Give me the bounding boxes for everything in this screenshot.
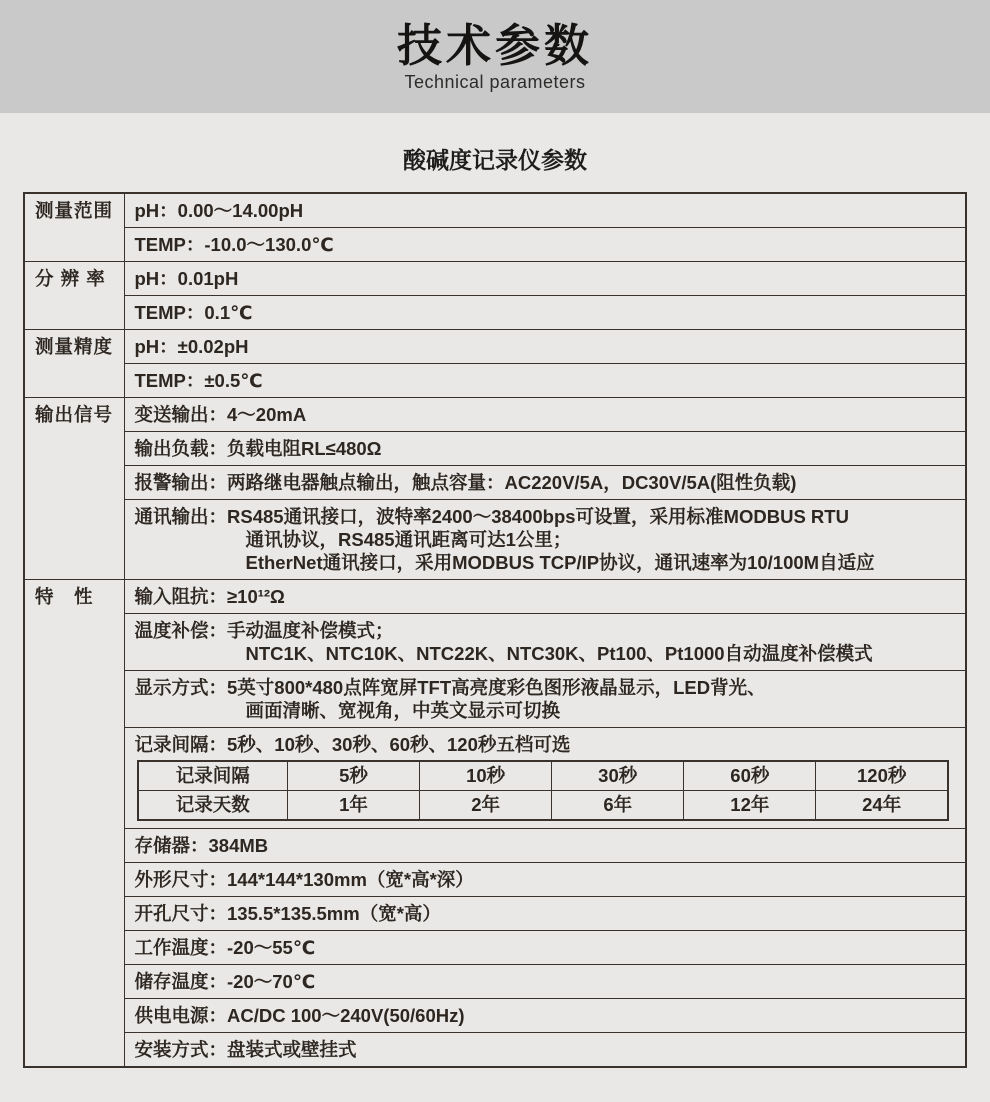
section-subtitle: 酸碱度记录仪参数 (403, 147, 587, 173)
table-row (24, 466, 966, 500)
table-row (24, 897, 966, 931)
record-cell: 24年 (816, 791, 948, 821)
spec-value (124, 364, 966, 398)
spec-line: 报警输出：两路继电器触点输出，触点容量：AC220V/5A，DC30V/5A(阻性负载) (134, 472, 797, 493)
record-cell: 1年 (287, 791, 419, 821)
page-title-en: Technical parameters (404, 72, 586, 93)
spec-line: 显示方式：5英寸800*480点阵宽屏TFT高亮度彩色图形液晶显示，LED背光、 (134, 677, 766, 698)
table-row (24, 863, 966, 897)
header-banner (0, 0, 990, 113)
spec-line: 输入阻抗：≥10¹²Ω (134, 586, 285, 607)
table-row (24, 931, 966, 965)
spec-value (124, 580, 966, 614)
spec-value (124, 193, 966, 228)
spec-value (124, 829, 966, 863)
spec-line: TEMP：-10.0～130.0℃ (134, 234, 334, 255)
spec-value (124, 965, 966, 999)
spec-line: 画面清晰、宽视角，中英文显示可切换 (245, 700, 561, 721)
spec-line: 工作温度：-20～55℃ (134, 937, 316, 958)
group-label-resolution: 分 辨 率 (24, 262, 124, 330)
table-row (24, 364, 966, 398)
record-cell: 记录间隔 (138, 761, 288, 791)
spec-value (124, 432, 966, 466)
record-cell: 120秒 (816, 761, 948, 791)
spec-line: 变送输出：4～20mA (134, 404, 307, 425)
spec-line: 存储器：384MB (134, 835, 269, 856)
spec-line: TEMP：±0.5℃ (134, 370, 263, 391)
table-row (24, 296, 966, 330)
spec-value-comm-output (124, 500, 966, 580)
spec-value-display-mode (124, 671, 966, 728)
spec-value (124, 228, 966, 262)
table-row (24, 614, 966, 671)
table-row (24, 999, 966, 1033)
record-cell: 记录天数 (138, 791, 288, 821)
spec-line: 开孔尺寸：135.5*135.5mm（宽*高） (134, 903, 441, 924)
table-row (24, 1033, 966, 1068)
spec-value-record-interval (124, 728, 966, 829)
group-label-features: 特 性 (24, 580, 124, 1068)
page-title: 技术参数 (396, 19, 593, 71)
record-cell: 6年 (552, 791, 684, 821)
record-cell: 60秒 (684, 761, 816, 791)
spec-value (124, 330, 966, 364)
spec-line: EtherNet通讯接口，采用MODBUS TCP/IP协议，通讯速率为10/100M自适应 (245, 552, 875, 573)
table-row (24, 965, 966, 999)
spec-line: TEMP：0.1℃ (134, 302, 253, 323)
table-row (24, 432, 966, 466)
spec-line: 储存温度：-20～70℃ (134, 971, 316, 992)
spec-value-temp-compensation (124, 614, 966, 671)
spec-line: pH：±0.02pH (134, 336, 249, 357)
spec-line: 安装方式：盘装式或壁挂式 (134, 1039, 357, 1060)
record-cell: 12年 (684, 791, 816, 821)
table-row (24, 671, 966, 728)
table-row (24, 580, 966, 614)
table-row (24, 193, 966, 228)
record-cell: 10秒 (420, 761, 552, 791)
record-table-row (138, 761, 949, 791)
record-interval-table (137, 760, 950, 821)
record-cell: 2年 (420, 791, 552, 821)
record-cell: 5秒 (287, 761, 419, 791)
spec-value (124, 999, 966, 1033)
table-row (24, 330, 966, 364)
group-label-accuracy: 测量精度 (24, 330, 124, 398)
table-row (24, 829, 966, 863)
spec-table (23, 192, 967, 1068)
table-row (24, 228, 966, 262)
record-table-row (138, 791, 949, 821)
spec-line: 通讯协议，RS485通讯距离可达1公里； (245, 529, 572, 550)
spec-value (124, 931, 966, 965)
spec-value (124, 262, 966, 296)
spec-line: 温度补偿：手动温度补偿模式； (134, 620, 394, 641)
spec-value (124, 466, 966, 500)
record-cell: 30秒 (552, 761, 684, 791)
spec-value (124, 398, 966, 432)
spec-value (124, 897, 966, 931)
spec-line: 外形尺寸：144*144*130mm（宽*高*深） (134, 869, 474, 890)
spec-line: pH：0.00～14.00pH (134, 200, 304, 221)
table-row (24, 262, 966, 296)
spec-value (124, 296, 966, 330)
spec-line: 通讯输出：RS485通讯接口，波特率2400～38400bps可设置，采用标准MODBUS RTU (134, 506, 849, 527)
group-label-output-signal: 输出信号 (24, 398, 124, 580)
spec-line: NTC1K、NTC10K、NTC22K、NTC30K、Pt100、Pt1000自动温度补偿模式 (245, 643, 873, 664)
group-label-measure-range: 测量范围 (24, 193, 124, 262)
spec-line: 记录间隔：5秒、10秒、30秒、60秒、120秒五档可选 (134, 734, 571, 755)
spec-line: 供电电源：AC/DC 100～240V(50/60Hz) (134, 1005, 465, 1026)
spec-line: 输出负载：负载电阻RL≤480Ω (134, 438, 382, 459)
spec-value (124, 1033, 966, 1068)
spec-value (124, 863, 966, 897)
spec-line: pH：0.01pH (134, 268, 239, 289)
table-row (24, 500, 966, 580)
table-row (24, 398, 966, 432)
table-row (24, 728, 966, 829)
